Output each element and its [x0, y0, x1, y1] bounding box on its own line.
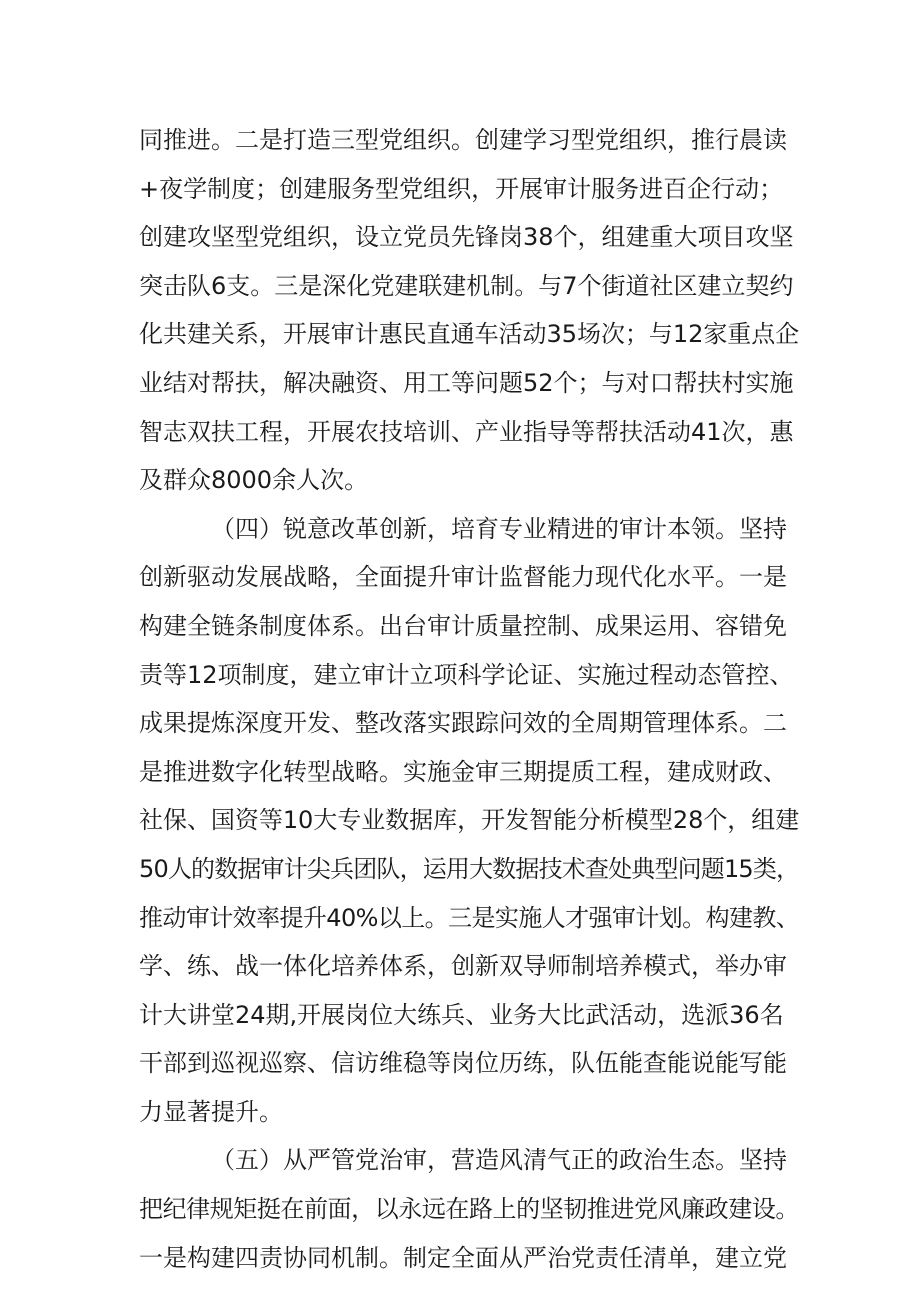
- text-line: 把纪律规矩挺在前面，以永远在路上的坚韧推进党风廉政建设。: [139, 1195, 799, 1224]
- text-line: 社保、国资等10大专业数据库，开发智能分析模型28个，组建: [139, 806, 800, 835]
- text-line: 创建攻坚型党组织，设立党员先锋岗38个，组建重大项目攻坚: [139, 223, 794, 252]
- text-line: 计大讲堂24期,开展岗位大练兵、业务大比武活动，选派36名: [139, 1000, 784, 1029]
- text-line: 同推进。二是打造三型党组织。创建学习型党组织，推行晨读: [139, 126, 787, 154]
- text-line: 化共建关系，开展审计惠民直通车活动35场次；与12家重点企: [139, 320, 800, 349]
- body-text: [139, 116, 799, 1282]
- text-line: 成果提炼深度开发、整改落实跟踪问效的全周期管理体系。二: [139, 709, 787, 738]
- text-line: 智志双扶工程，开展农技培训、产业指导等帮扶活动41次，惠: [139, 417, 794, 446]
- text-line: 业结对帮扶，解决融资、用工等问题52个；与对口帮扶村实施: [139, 368, 794, 397]
- text-line: （五）从严管党治审，营造风清气正的政治生态。坚持: [211, 1146, 787, 1175]
- text-line: 是推进数字化转型战略。实施金审三期提质工程，建成财政、: [139, 757, 787, 786]
- text-line: +夜学制度；创建服务型党组织，开展审计服务进百企行动；: [139, 174, 784, 203]
- text-line: 及群众8000余人次。: [139, 466, 369, 495]
- text-line: （四）锐意改革创新，培育专业精进的审计本领。坚持: [211, 514, 787, 543]
- text-line: 一是构建四责协同机制。制定全面从严治党责任清单，建立党: [139, 1243, 787, 1272]
- text-line: 推动审计效率提升40%以上。三是实施人才强审计划。构建教、: [139, 903, 800, 932]
- text-line: 构建全链条制度体系。出台审计质量控制、成果运用、容错免: [139, 611, 787, 640]
- text-line: 学、练、战一体化培养体系，创新双导师制培养模式，举办审: [139, 952, 787, 981]
- text-line: 突击队6支。三是深化党建联建机制。与7个街道社区建立契约: [139, 271, 794, 300]
- text-line: 干部到巡视巡察、信访维稳等岗位历练，队伍能查能说能写能: [139, 1049, 787, 1078]
- text-line: 创新驱动发展战略，全面提升审计监督能力现代化水平。一是: [139, 563, 787, 592]
- text-line: 责等12项制度，建立审计立项科学论证、实施过程动态管控、: [139, 660, 794, 689]
- text-line: 50人的数据审计尖兵团队，运用大数据技术查处典型问题15类，: [139, 854, 800, 883]
- text-line: 力显著提升。: [139, 1097, 283, 1126]
